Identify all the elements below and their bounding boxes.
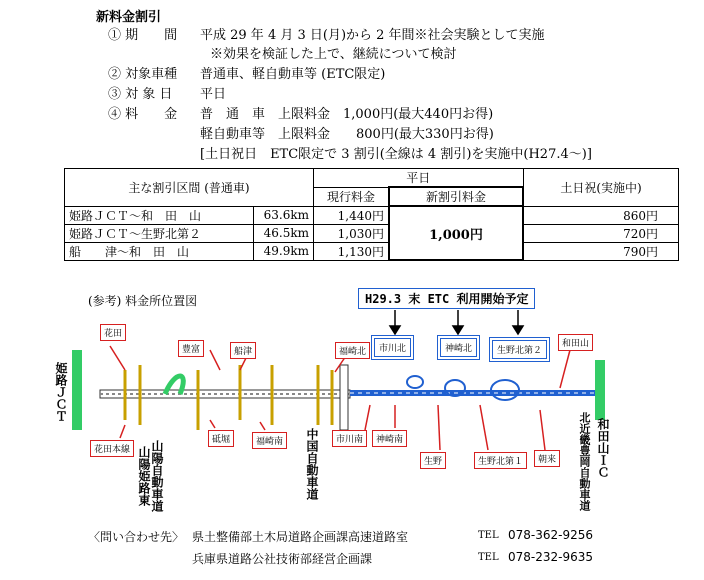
row-current: 1,030円 xyxy=(314,224,390,242)
header-section: 主な割引区間 (普通車) xyxy=(65,169,314,207)
contact-label: 〈問い合わせ先〉 xyxy=(88,530,185,544)
table-row xyxy=(65,206,679,224)
contact-tel-label-1: TEL xyxy=(478,530,499,541)
header-weekday: 平日 xyxy=(314,169,524,188)
row-distance: 46.5km xyxy=(254,224,314,242)
table-row xyxy=(65,224,679,242)
label-ichikawaminami: 市川南 xyxy=(332,430,367,447)
new-booth-kanzakikita: 神崎北 xyxy=(440,338,477,357)
road-chugoku xyxy=(340,365,348,430)
road-label-chugoku: 中国自動車道 xyxy=(305,428,319,500)
etc-banner: H29.3 末 ETC 利用開始予定 xyxy=(358,288,535,309)
contact-tel-2: 078-232-9635 xyxy=(508,550,594,564)
row-section: 姫路ＪＣＴ～生野北第２ xyxy=(65,224,254,242)
row-section: 姫路ＪＣＴ～和 田 山 xyxy=(65,206,254,224)
label-funatsu: 船津 xyxy=(230,342,256,359)
day-text: 平日 xyxy=(200,87,227,102)
row-holiday: 720円 xyxy=(523,224,679,242)
label-fukusakikita: 福崎北 xyxy=(335,342,370,359)
period-note: ※効果を検証した上で、継続について検討 xyxy=(210,47,457,62)
contact-tel-1: 078-362-9256 xyxy=(508,528,594,542)
label-wadayama: 和田山 xyxy=(558,334,593,351)
vehicle-text: 普通車、軽自動車等 (ETC限定) xyxy=(200,67,386,82)
row-section: 船 津～和 田 山 xyxy=(65,242,254,260)
section-heading: 新料金割引 xyxy=(96,10,162,25)
label-hanada-honsen: 花田本線 xyxy=(90,440,134,457)
day-label: ③ 対 象 日 xyxy=(108,87,173,102)
road-label-kitakinki: 北近畿豊岡自動車道 xyxy=(578,412,591,511)
road-label-sanyo-himeji: 山陽姫路東 xyxy=(137,446,151,506)
label-asago: 朝来 xyxy=(534,450,560,467)
label-ikuno: 生野 xyxy=(420,452,446,469)
fee-note: [土日祝日 ETC限定で 3 割引(全線は 4 割引)を実施中(H27.4～)] xyxy=(200,147,592,162)
row-distance: 63.6km xyxy=(254,206,314,224)
period-label: ① 期 間 xyxy=(108,28,178,43)
himeji-jct-road xyxy=(72,350,82,430)
road-kitakinki xyxy=(350,390,600,396)
header-current: 現行料金 xyxy=(314,187,390,206)
row-current: 1,440円 xyxy=(314,206,390,224)
banner-arrows xyxy=(390,310,523,334)
table-row xyxy=(65,242,679,260)
label-ikunokita1: 生野北第１ xyxy=(474,452,527,469)
contact-office-2: 兵庫県道路公社技術部経営企画課 xyxy=(192,552,373,566)
vehicle-label: ② 対象車種 xyxy=(108,67,178,82)
road-label-wadayama-ic: 和田山ＩＣ xyxy=(596,418,610,478)
fee-table xyxy=(64,168,679,261)
row-current: 1,130円 xyxy=(314,242,390,260)
row-distance: 49.9km xyxy=(254,242,314,260)
header-new: 新割引料金 xyxy=(389,187,523,206)
interchange-loops xyxy=(407,376,519,400)
road-label-sanyo: 山陽自動車道 xyxy=(150,440,164,512)
contact-tel-label-2: TEL xyxy=(478,552,499,563)
label-hanada: 花田 xyxy=(100,324,126,341)
fee-label: ④ 料 金 xyxy=(108,107,178,122)
new-fee-cell: 1,000円 xyxy=(389,206,523,260)
contact-office-1: 県土整備部土木局道路企画課高速道路室 xyxy=(192,530,409,544)
map-title: (参考) 料金所位置図 xyxy=(88,294,198,308)
wadayama-ic-road xyxy=(595,360,605,420)
label-kanzakiminami: 神崎南 xyxy=(372,430,407,447)
header-holiday: 土日祝(実施中) xyxy=(523,169,679,207)
period-text: 平成 29 年 4 月 3 日(月)から 2 年間※社会実験として実施 xyxy=(200,28,545,43)
new-booth-ikunokita2: 生野北第２ xyxy=(492,340,547,359)
label-tobori: 砥堀 xyxy=(208,430,234,447)
fee-line-kei: 軽自動車等 上限料金 800円(最大330円お得) xyxy=(200,127,494,142)
label-fukusakiminami: 福崎南 xyxy=(252,432,287,449)
row-holiday: 860円 xyxy=(523,206,679,224)
row-holiday: 790円 xyxy=(523,242,679,260)
road-label-himeji-jct: 姫路ＪＣＴ xyxy=(54,362,68,422)
fee-line-regular: 普 通 車 上限料金 1,000円(最大440円お得) xyxy=(200,107,494,122)
label-toyotomi: 豊富 xyxy=(178,340,204,357)
new-booth-ichikawakita: 市川北 xyxy=(374,338,411,357)
